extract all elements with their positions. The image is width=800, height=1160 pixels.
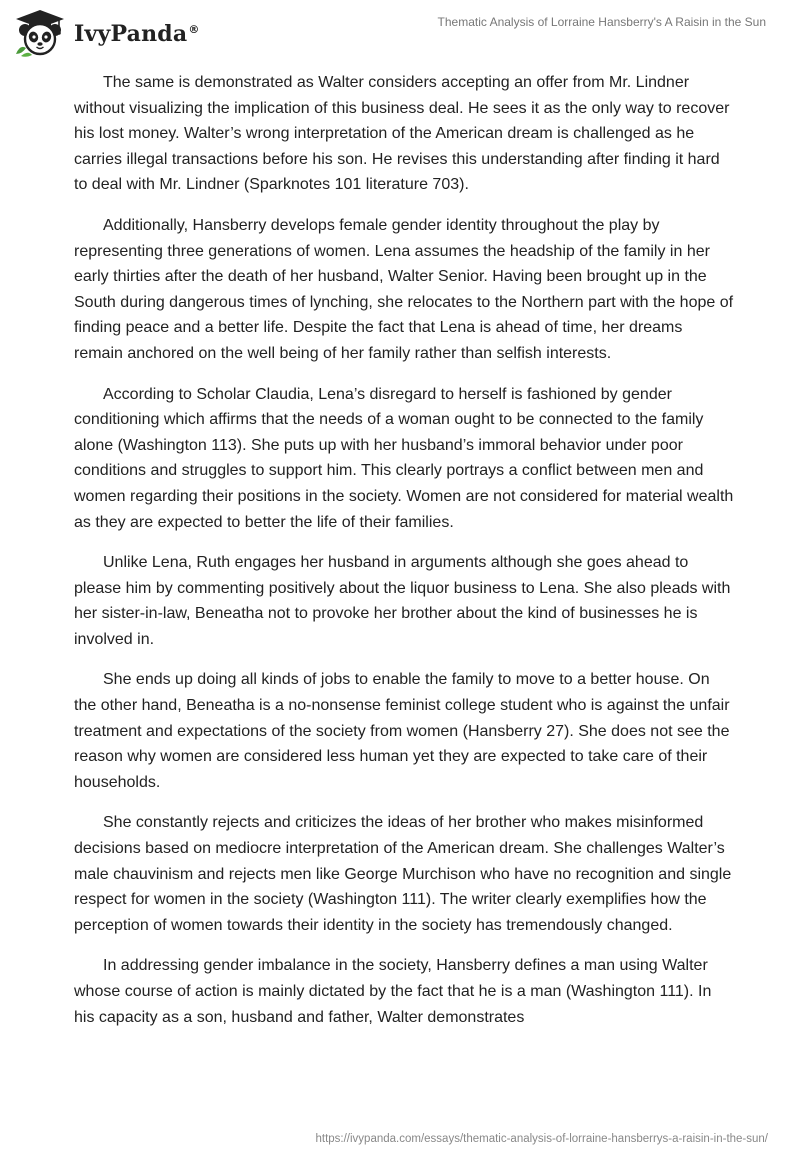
paragraph-7: In addressing gender imbalance in the society, Hansberry defines a man using Walter whose course of action is mainly dictated by the fact that he is a man (Washington 111). In his capacity as a son, husband and father, Walter demonstrates <box>74 957 712 1026</box>
source-url-link[interactable]: https://ivypanda.com/essays/thematic-analysis-of-lorraine-hansberrys-a-raisin-in-the-sun/ <box>315 1133 768 1145</box>
essay-body <box>74 70 734 1045</box>
logo-wordmark: IvyPanda <box>74 21 188 47</box>
document-title: Thematic Analysis of Lorraine Hansberry's A Raisin in the Sun <box>437 15 766 29</box>
ivypanda-logo[interactable] <box>12 8 200 58</box>
logo-text <box>74 21 200 47</box>
paragraph-1: The same is demonstrated as Walter considers accepting an offer from Mr. Lindner without visualizing the implication of this business deal. He sees it as the only way to recover his lost money. Walter’s wrong interpretation of the American dream is challenged as he carries illegal transactions before his son. He revises this understanding after finding it hard to deal with Mr. Lindner (Sparknotes 101 literature 703). <box>74 74 730 194</box>
paragraph-3: According to Scholar Claudia, Lena’s disregard to herself is fashioned by gender conditioning which affirms that the needs of a woman ought to be connected to the family alone (Washington 113). She puts up with her husband’s immoral behavior under poor conditions and struggles to support him. This clearly portrays a conflict between men and women regarding their positions in the society. Women are not considered for material wealth as they are expected to better the life of their families. <box>74 385 734 531</box>
paragraph-5: She ends up doing all kinds of jobs to enable the family to move to a better house. On the other hand, Beneatha is a no-nonsense feminist college student who is against the unfair treatment and expectations of the society from women (Hansberry 27). She does not see the reason why women are considered less human yet they are expected to take care of their households. <box>74 671 730 791</box>
panda-graduate-icon <box>12 8 68 58</box>
page-header <box>0 0 800 70</box>
paragraph-6: She constantly rejects and criticizes the ideas of her brother who makes misinformed decisions based on mediocre interpretation of the American dream. She challenges Walter’s male chauvinism and rejects men like George Murchison who have no recognition and single respect for women in the society (Washington 111). The writer clearly exemplifies how the perception of women towards their identity in the society has tremendously changed. <box>74 814 732 934</box>
registered-mark: ® <box>188 22 200 36</box>
paragraph-4: Unlike Lena, Ruth engages her husband in arguments although she goes ahead to please him by commenting positively about the liquor business to Lena. She also pleads with her sister-in-law, Beneatha not to provoke her brother about the kind of businesses he is involved in. <box>74 554 731 648</box>
paragraph-2: Additionally, Hansberry develops female gender identity throughout the play by representing three generations of women. Lena assumes the headship of the family in her early thirties after the death of her husband, Walter Senior. Having been brought up in the South during dangerous times of lynching, she relocates to the Northern part with the hope of finding peace and a better life. Despite the fact that Lena is ahead of time, her dreams remain anchored on the well being of her family rather than selfish interests. <box>74 216 734 362</box>
